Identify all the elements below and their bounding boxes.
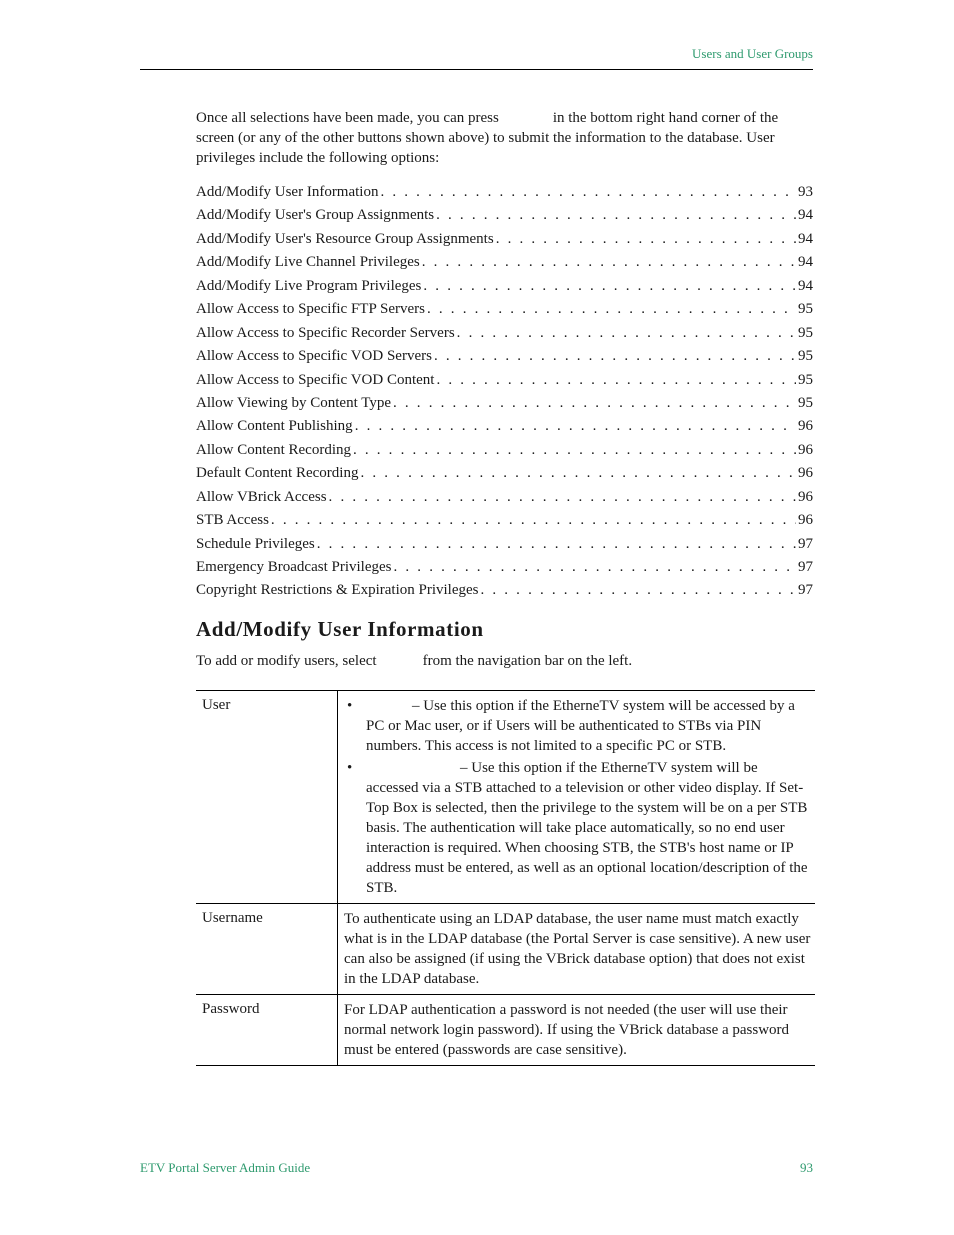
list-item (344, 758, 811, 898)
toc-entry[interactable]: STB Access . . . 96 (196, 509, 813, 532)
toc-entry[interactable]: Add/Modify Live Channel Privileges . . . 94 (196, 251, 813, 274)
toc-entry[interactable]: Allow Content Recording . . . 96 (196, 439, 813, 462)
toc-entry[interactable]: Add/Modify User's Group Assignments . . . 94 (196, 204, 813, 227)
toc-entry[interactable]: Add/Modify Live Program Privileges . . . 94 (196, 275, 813, 298)
toc-entry[interactable]: Default Content Recording . . . 96 (196, 462, 813, 485)
user-type-options (344, 696, 811, 898)
section-intro-after: from the navigation bar on the left. (422, 653, 633, 669)
field-desc-password: For LDAP authentication a password is not needed (the user will use their normal network login password). If using the VBrick database a password must be entered (passwords are case sensitive). (338, 995, 816, 1066)
toc-entry[interactable]: Allow Access to Specific VOD Content . . . 95 (196, 369, 813, 392)
field-desc-username: To authenticate using an LDAP database, the user name must match exactly what is in the LDAP database (the Portal Server is case sensitive). A new user can also be assigned (if using the VBrick database option) that does not exist in the LDAP database. (338, 904, 816, 995)
table-row (196, 904, 815, 995)
intro-text-before: Once all selections have been made, you can press (196, 110, 499, 126)
toc-entry[interactable]: Allow Access to Specific Recorder Servers . . . 95 (196, 322, 813, 345)
section-heading: Add/Modify User Information (196, 617, 484, 641)
toc-entry[interactable]: Allow Content Publishing . . . 96 (196, 415, 813, 438)
intro-text-after: in the bottom right hand corner of the screen (or any of the other buttons shown above) to submit the information to the database. User privileges include the following options: (196, 110, 779, 166)
toc-entry[interactable]: Emergency Broadcast Privileges . . . 97 (196, 556, 813, 579)
footer-guide-title: ETV Portal Server Admin Guide (140, 1160, 311, 1175)
privileges-toc (196, 181, 813, 603)
toc-entry[interactable]: Allow Access to Specific FTP Servers . . . 95 (196, 298, 813, 321)
user-option-pc-text: – Use this option if the EtherneTV system will be accessed by a PC or Mac user, or if Users will be authenticated to STBs via PIN numbers. This access is not limited to a specific PC or STB. (366, 698, 795, 754)
list-item (344, 696, 811, 756)
user-fields-table (196, 690, 815, 1066)
toc-entry[interactable]: Allow Viewing by Content Type . . . 95 (196, 392, 813, 415)
field-name-user: User (196, 691, 338, 904)
intro-paragraph (196, 108, 816, 168)
field-desc-user (338, 691, 816, 904)
table-row (196, 691, 815, 904)
header-rule (140, 69, 813, 70)
toc-entry[interactable]: Allow Access to Specific VOD Servers . . . 95 (196, 345, 813, 368)
toc-entry[interactable]: Copyright Restrictions & Expiration Privileges . . . 97 (196, 579, 813, 602)
table-row (196, 995, 815, 1066)
field-name-username: Username (196, 904, 338, 995)
toc-entry[interactable]: Allow VBrick Access . . . 96 (196, 486, 813, 509)
user-option-stb-text: – Use this option if the EtherneTV system will be accessed via a STB attached to a television or other video display. If Set-Top Box is selected, then the privilege to the system will be on a per STB basis. The authentication will take place automatically, so no end user interaction is required. When choosing STB, the STB's host name or IP address must be entered, as well as an optional location/description of the STB. (366, 760, 808, 896)
running-header: Users and User Groups (692, 46, 813, 61)
field-name-password: Password (196, 995, 338, 1066)
footer-page-number: 93 (800, 1160, 813, 1175)
section-intro (196, 653, 632, 670)
toc-entry[interactable]: Schedule Privileges . . . 97 (196, 533, 813, 556)
section-intro-before: To add or modify users, select (196, 653, 377, 669)
toc-entry[interactable]: Add/Modify User's Resource Group Assignments . . . 94 (196, 228, 813, 251)
toc-entry[interactable]: Add/Modify User Information . . . 93 (196, 181, 813, 204)
